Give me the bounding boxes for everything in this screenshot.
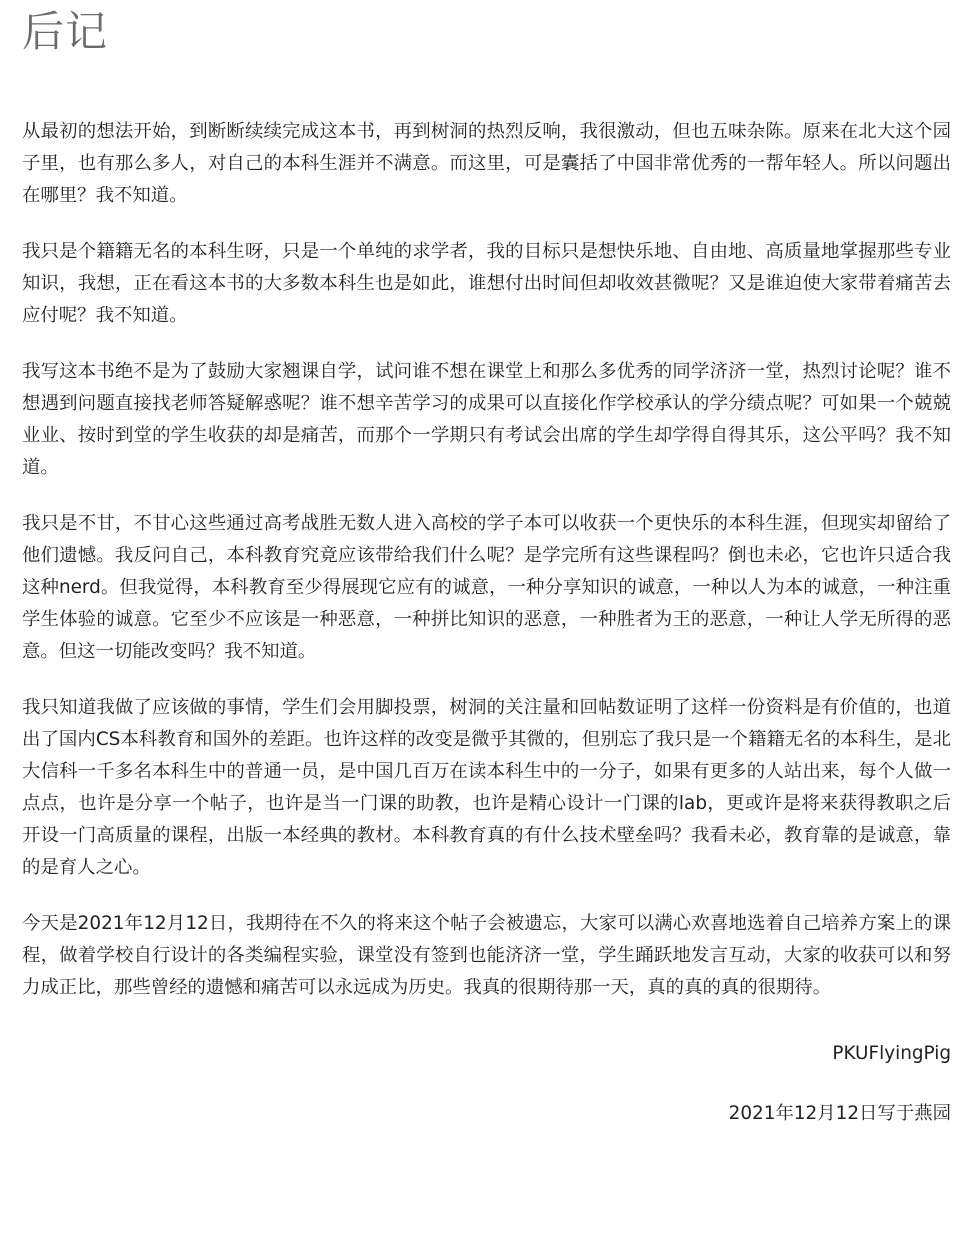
- document-body: [22, 116, 951, 1130]
- paragraph-6: 今天是2021年12月12日，我期待在不久的将来这个帖子会被遗忘，大家可以满心欢喜地选着自己培养方案上的课程，做着学校自行设计的各类编程实验，课堂没有签到也能济济一堂，学生踊跃地发言互动，大家的收获可以和努力成正比，那些曾经的遗憾和痛苦可以永远成为历史。我真的很期待那一天，真的真的真的很期待。: [22, 913, 951, 998]
- paragraph-3: 我写这本书绝不是为了鼓励大家翘课自学，试问谁不想在课堂上和那么多优秀的同学济济一堂，热烈讨论呢？谁不想遇到问题直接找老师答疑解惑呢？谁不想辛苦学习的成果可以直接化作学校承认的学分绩点呢？可如果一个兢兢业业、按时到堂的学生收获的却是痛苦，而那个一学期只有考试会出席的学生却学得自得其乐，这公平吗？我不知道。: [22, 361, 951, 478]
- document-page: [22, 0, 951, 1158]
- paragraph-4: 我只是不甘，不甘心这些通过高考战胜无数人进入高校的学子本可以收获一个更快乐的本科生涯，但现实却留给了他们遗憾。我反问自己，本科教育究竟应该带给我们什么呢？是学完所有这些课程吗？倒也未必，它也许只适合我这种nerd。但我觉得，本科教育至少得展现它应有的诚意，一种分享知识的诚意，一种以人为本的诚意，一种注重学生体验的诚意。它至少不应该是一种恶意，一种拼比知识的恶意，一种胜者为王的恶意，一种让人学无所得的恶意。但这一切能改变吗？我不知道。: [22, 513, 951, 662]
- paragraph-2: 我只是个籍籍无名的本科生呀，只是一个单纯的求学者，我的目标只是想快乐地、自由地、高质量地掌握那些专业知识，我想，正在看这本书的大多数本科生也是如此，谁想付出时间但却收效甚微呢？又是谁迫使大家带着痛苦去应付呢？我不知道。: [22, 241, 951, 326]
- signature-date: 2021年12月12日写于燕园: [728, 1103, 951, 1124]
- signature-author: PKUFlyingPig: [832, 1043, 951, 1064]
- page-title: 后记: [22, 7, 109, 56]
- paragraph-1: 从最初的想法开始，到断断续续完成这本书，再到树洞的热烈反响，我很激动，但也五味杂陈。原来在北大这个园子里，也有那么多人，对自己的本科生涯并不满意。而这里，可是囊括了中国非常优秀的一帮年轻人。所以问题出在哪里？我不知道。: [22, 121, 951, 206]
- paragraph-5: 我只知道我做了应该做的事情，学生们会用脚投票，树洞的关注量和回帖数证明了这样一份资料是有价值的，也道出了国内CS本科教育和国外的差距。也许这样的改变是微乎其微的，但别忘了我只是一个籍籍无名的本科生，是北大信科一千多名本科生中的普通一员，是中国几百万在读本科生中的一分子，如果有更多的人站出来，每个人做一点点，也许是分享一个帖子，也许是当一门课的助教，也许是精心设计一门课的lab，更或许是将来获得教职之后开设一门高质量的课程，出版一本经典的教材。本科教育真的有什么技术壁垒吗？我看未必，教育靠的是诚意，靠的是育人之心。: [22, 697, 951, 878]
